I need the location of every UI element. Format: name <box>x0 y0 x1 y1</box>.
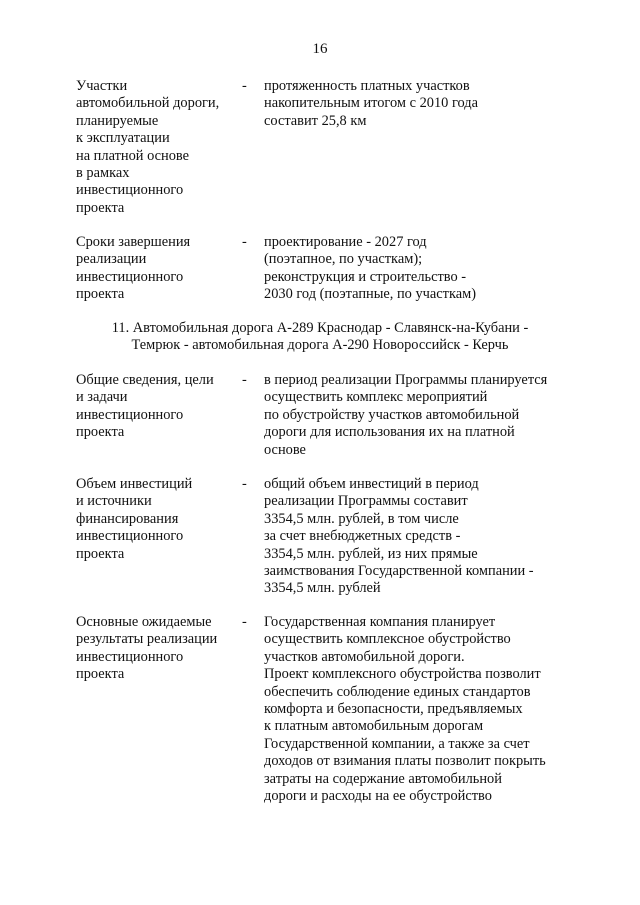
block-value <box>264 372 576 459</box>
dash-separator: - <box>242 476 247 492</box>
value-line: протяженность платных участков <box>264 78 470 94</box>
value-line: проектирование - 2027 год <box>264 234 427 250</box>
dash-separator: - <box>242 78 247 94</box>
block-label <box>76 78 236 217</box>
label-line: проекта <box>76 666 125 683</box>
label-line: реализации <box>76 251 147 268</box>
label-line: Участки <box>76 78 128 94</box>
label-line: проекта <box>76 424 125 441</box>
label-line: Объем инвестиций <box>76 476 193 492</box>
label-line: Основные ожидаемые <box>76 614 212 630</box>
value-line: за счет внебюджетных средств - <box>264 528 461 545</box>
value-line: Проект комплексного обустройства позволит <box>264 666 541 683</box>
label-line: инвестиционного <box>76 268 184 285</box>
value-line: 3354,5 млн. рублей <box>264 580 381 597</box>
section-title-line: Темрюк - автомобильная дорога А-290 Новороссийск - Керчь <box>131 337 509 354</box>
section-title <box>0 320 640 355</box>
block-value <box>264 234 576 304</box>
value-line: комфорта и безопасности, предъявляемых <box>264 700 523 717</box>
value-line: 3354,5 млн. рублей, из них прямые <box>264 545 478 562</box>
label-line: инвестиционного <box>76 528 184 545</box>
label-line: инвестиционного <box>76 182 184 199</box>
label-line: проекта <box>76 545 125 562</box>
label-line: к эксплуатации <box>76 130 170 147</box>
label-line: проекта <box>76 199 125 216</box>
label-line: финансирования <box>76 510 179 527</box>
value-line: Государственная компания планирует <box>264 614 496 630</box>
label-line: Сроки завершения <box>76 234 191 250</box>
dash-separator: - <box>242 234 247 250</box>
label-line: инвестиционного <box>76 648 184 665</box>
value-line: в период реализации Программы планируется <box>264 372 548 388</box>
label-line: планируемые <box>76 112 159 129</box>
label-line: результаты реализации <box>76 631 218 648</box>
value-line: по обустройству участков автомобильной <box>264 406 520 423</box>
value-line: дороги для использования их на платной <box>264 424 515 441</box>
value-line: заимствования Государственной компании - <box>264 562 534 579</box>
block-value <box>264 78 576 130</box>
value-line: накопительным итогом с 2010 года <box>264 95 479 112</box>
block-label <box>76 476 236 563</box>
label-line: и источники <box>76 493 152 510</box>
block-label <box>76 614 236 684</box>
block-label <box>76 234 236 304</box>
block-label <box>76 372 236 442</box>
value-line: дороги и расходы на ее обустройство <box>264 787 492 804</box>
value-line: осуществить комплексное обустройство <box>264 631 511 648</box>
value-line: затраты на содержание автомобильной <box>264 770 502 787</box>
section-title-line: 11. Автомобильная дорога А-289 Краснодар - Славянск-на-Кубани - <box>111 320 529 336</box>
block-value <box>264 476 576 598</box>
value-line: 3354,5 млн. рублей, в том числе <box>264 510 459 527</box>
value-line: к платным автомобильным дорогам <box>264 718 484 735</box>
label-line: и задачи <box>76 389 128 406</box>
value-line: доходов от взимания платы позволит покрыть <box>264 753 546 770</box>
value-line: общий объем инвестиций в период <box>264 476 479 492</box>
label-line: на платной основе <box>76 147 190 164</box>
value-line: реконструкция и строительство - <box>264 268 467 285</box>
block-value <box>264 614 576 805</box>
label-line: инвестиционного <box>76 406 184 423</box>
value-line: осуществить комплекс мероприятий <box>264 389 488 406</box>
value-line: участков автомобильной дороги. <box>264 648 465 665</box>
value-line: обеспечить соблюдение единых стандартов <box>264 683 531 700</box>
dash-separator: - <box>242 614 247 630</box>
label-line: проекта <box>76 286 125 303</box>
value-line: составит 25,8 км <box>264 112 367 129</box>
page-number: 16 <box>312 41 328 57</box>
value-line: реализации Программы составит <box>264 493 468 510</box>
dash-separator: - <box>242 372 247 388</box>
value-line: (поэтапное, по участкам); <box>264 251 423 268</box>
label-line: автомобильной дороги, <box>76 95 220 112</box>
value-line: 2030 год (поэтапные, по участкам) <box>264 286 477 303</box>
label-line: в рамках <box>76 164 130 181</box>
value-line: Государственной компании, а также за счет <box>264 735 530 752</box>
label-line: Общие сведения, цели <box>76 372 214 388</box>
value-line: основе <box>264 441 306 458</box>
